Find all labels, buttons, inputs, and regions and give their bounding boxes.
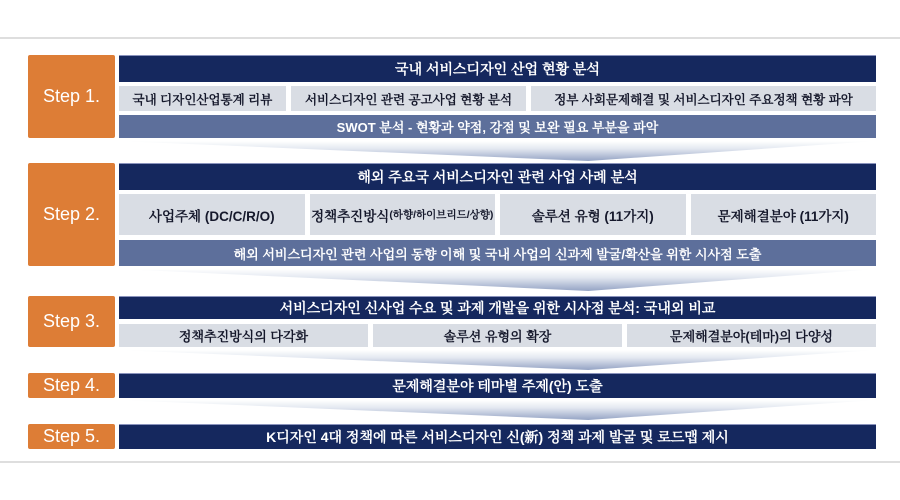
- item-sub-text: (하향/하이브리드/상향): [389, 209, 494, 221]
- step-1-badge: Step 1.: [28, 55, 115, 138]
- step-2-badge: Step 2.: [28, 163, 115, 266]
- item-main-text: 정책추진방식: [311, 208, 390, 224]
- step-2-items: [119, 194, 876, 235]
- step-4-badge: Step 4.: [28, 373, 115, 398]
- step-1-summary: SWOT 분석 - 현황과 약점, 강점 및 보완 필요 부분을 파악: [119, 115, 876, 138]
- step-1-content: [119, 55, 876, 138]
- step-3-content: [119, 296, 876, 347]
- step-3-title: 서비스디자인 신사업 수요 및 과제 개발을 위한 시사점 분석: 국내외 비교: [119, 296, 876, 319]
- step-5-title: K디자인 4대 정책에 따른 서비스디자인 신(新) 정책 과제 발굴 및 로드맵 제시: [119, 424, 876, 449]
- step-2-item: [310, 194, 496, 235]
- step-4-row: [28, 373, 876, 398]
- step-2-item: [500, 194, 686, 235]
- step-3-item: 솔루션 유형의 확장: [373, 324, 622, 347]
- top-divider-line: [0, 37, 900, 39]
- step-2-item: [691, 194, 877, 235]
- step-1-item: 정부 사회문제해결 및 서비스디자인 주요정책 현황 파악: [531, 86, 876, 111]
- item-main-text: 문제해결분야 (11가지): [717, 208, 849, 224]
- step-3-item: 문제해결분야(테마)의 다양성: [627, 324, 876, 347]
- flow-arrow-down-icon: [119, 400, 876, 420]
- step-4-content: [119, 373, 876, 398]
- flow-arrow-down-icon: [119, 269, 876, 291]
- step-1-items: [119, 86, 876, 111]
- step-1-item: 국내 디자인산업통계 리뷰: [119, 86, 286, 111]
- step-2-row: [28, 163, 876, 266]
- step-3-row: [28, 296, 876, 347]
- step-1-row: [28, 55, 876, 138]
- step-4-title: 문제해결분야 테마별 주제(안) 도출: [119, 373, 876, 398]
- flow-arrow-down-icon: [119, 350, 876, 370]
- item-main-text: 사업주체 (DC/C/R/O): [148, 208, 275, 224]
- step-3-badge: Step 3.: [28, 296, 115, 347]
- step-5-row: [28, 424, 876, 449]
- step-5-content: [119, 424, 876, 449]
- step-2-title: 해외 주요국 서비스디자인 관련 사업 사례 분석: [119, 163, 876, 190]
- step-2-content: [119, 163, 876, 266]
- step-2-item: [119, 194, 305, 235]
- item-main-text: 솔루션 유형 (11가지): [531, 208, 654, 224]
- step-3-items: [119, 324, 876, 347]
- step-5-badge: Step 5.: [28, 424, 115, 449]
- step-2-summary: 해외 서비스디자인 관련 사업의 동향 이해 및 국내 사업의 신과제 발굴/확산을 위한 시사점 도출: [119, 240, 876, 266]
- step-1-title: 국내 서비스디자인 산업 현황 분석: [119, 55, 876, 82]
- step-3-item: 정책추진방식의 다각화: [119, 324, 368, 347]
- bottom-divider-line: [0, 461, 900, 463]
- step-1-item: 서비스디자인 관련 공고사업 현황 분석: [291, 86, 526, 111]
- flow-arrow-down-icon: [119, 141, 876, 161]
